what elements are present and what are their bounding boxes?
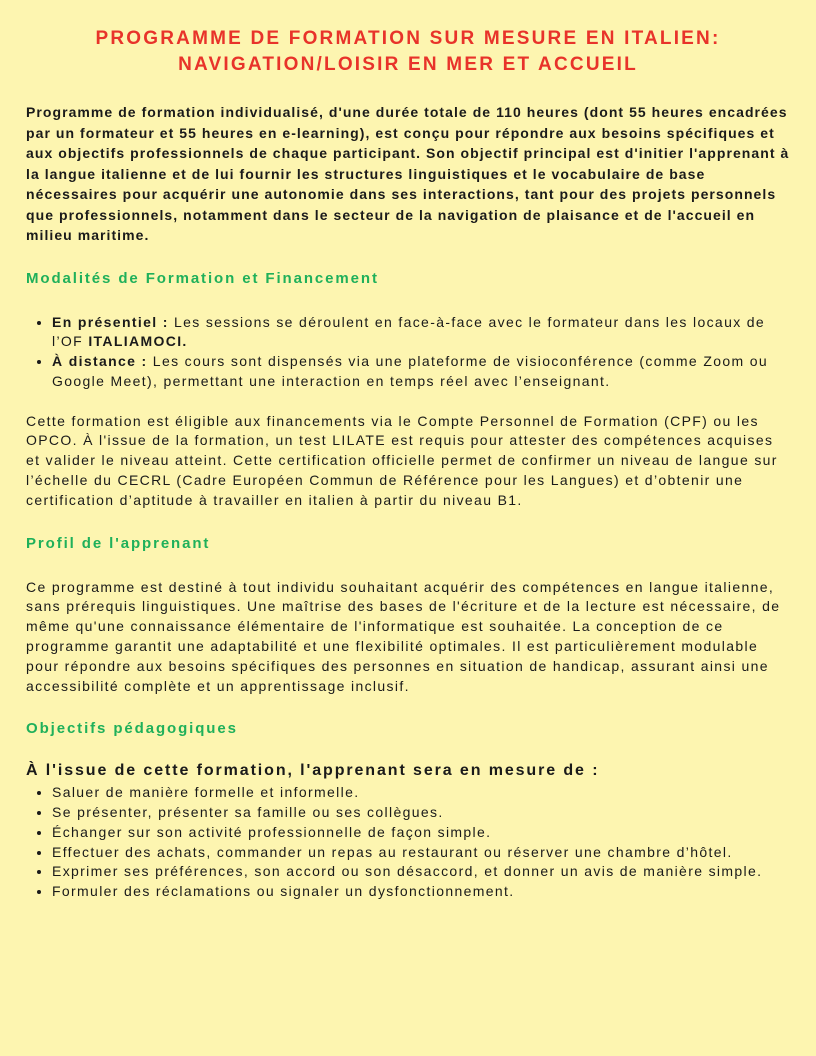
list-item: • Formuler des réclamations ou signaler un dysfonctionnement. — [52, 882, 790, 902]
list-item: • Se présenter, présenter sa famille ou ses collègues. — [52, 803, 790, 823]
presentiel-emphasis: ITALIAMOCI. — [88, 333, 188, 350]
section-heading-profil: Profil de l'apprenant — [26, 534, 211, 552]
title-line-1: PROGRAMME DE FORMATION SUR MESURE EN ITALIEN: — [95, 28, 721, 49]
page-title — [26, 26, 790, 78]
financement-paragraph: Cette formation est éligible aux financements via le Compte Personnel de Formation (CPF) ou les OPCO. À l'issue de la formation, un test LILATE est requis pour attester des compétences acquises et valider le niveau atteint. Cette certification officielle permet de confirmer un niveau de langue sur l’échelle du CECRL (Cadre Européen Commun de Référence pour les Langues) et d’obtenir une certification d’aptitude à travailler en italien à partir du niveau B1. — [26, 412, 778, 508]
title-line-2: NAVIGATION/LOISIR EN MER ET ACCUEIL — [178, 54, 638, 75]
list-item-presentiel — [52, 313, 790, 353]
list-item: • Exprimer ses préférences, son accord ou son désaccord, et donner un avis de manière simple. — [52, 862, 790, 882]
objectifs-lead: À l'issue de cette formation, l'apprenant sera en mesure de : — [26, 762, 600, 780]
list-item: • Effectuer des achats, commander un repas au restaurant ou réserver une chambre d’hôtel. — [52, 843, 790, 863]
intro-paragraph: Programme de formation individualisé, d'une durée totale de 110 heures (dont 55 heures encadrées par un formateur et 55 heures en e-learning), est conçu pour répondre aux besoins spécifiques et aux objectifs professionnels de chaque participant. Son objectif principal est d'initier l'apprenant à la langue italienne et de lui fournir les structures linguistiques et le vocabulaire de base nécessaires pour acquérir une autonomie dans ses interactions, tant pour des projets personnels que professionnels, notamment dans le secteur de la navigation de plaisance et de l'accueil en milieu maritime. — [26, 104, 790, 243]
objectifs-list — [26, 783, 790, 901]
presentiel-label: En présentiel : — [52, 313, 169, 330]
section-heading-objectifs: Objectifs pédagogiques — [26, 720, 238, 738]
modalites-list — [26, 313, 790, 392]
presentiel-text: Les sessions se déroulent en face-à-face avec le formateur dans les locaux de l’OF — [52, 313, 766, 350]
distance-text: Les cours sont dispensés via une plateforme de visioconférence (comme Zoom ou Google Meet), permettant une interaction en temps réel avec l’enseignant. — [52, 353, 769, 389]
distance-label: À distance : — [52, 353, 148, 370]
list-item: • Saluer de manière formelle et informelle. — [52, 783, 790, 803]
list-item-distance — [52, 352, 790, 392]
section-heading-modalites: Modalités de Formation et Financement — [26, 269, 379, 287]
profil-paragraph: Ce programme est destiné à tout individu souhaitant acquérir des compétences en langue italienne, sans prérequis linguistiques. Une maîtrise des bases de l'écriture et de la lecture est nécessaire, de même qu'une connaissance élémentaire de l'informatique est souhaitée. La conception de ce programme garantit une adaptabilité et une flexibilité optimales. Il est particulièrement modulable pour répondre aux besoins spécifiques des personnes en situation de handicap, assurant ainsi une accessibilité complète et un apprentissage inclusif. — [26, 578, 781, 694]
list-item: • Échanger sur son activité professionnelle de façon simple. — [52, 823, 790, 843]
